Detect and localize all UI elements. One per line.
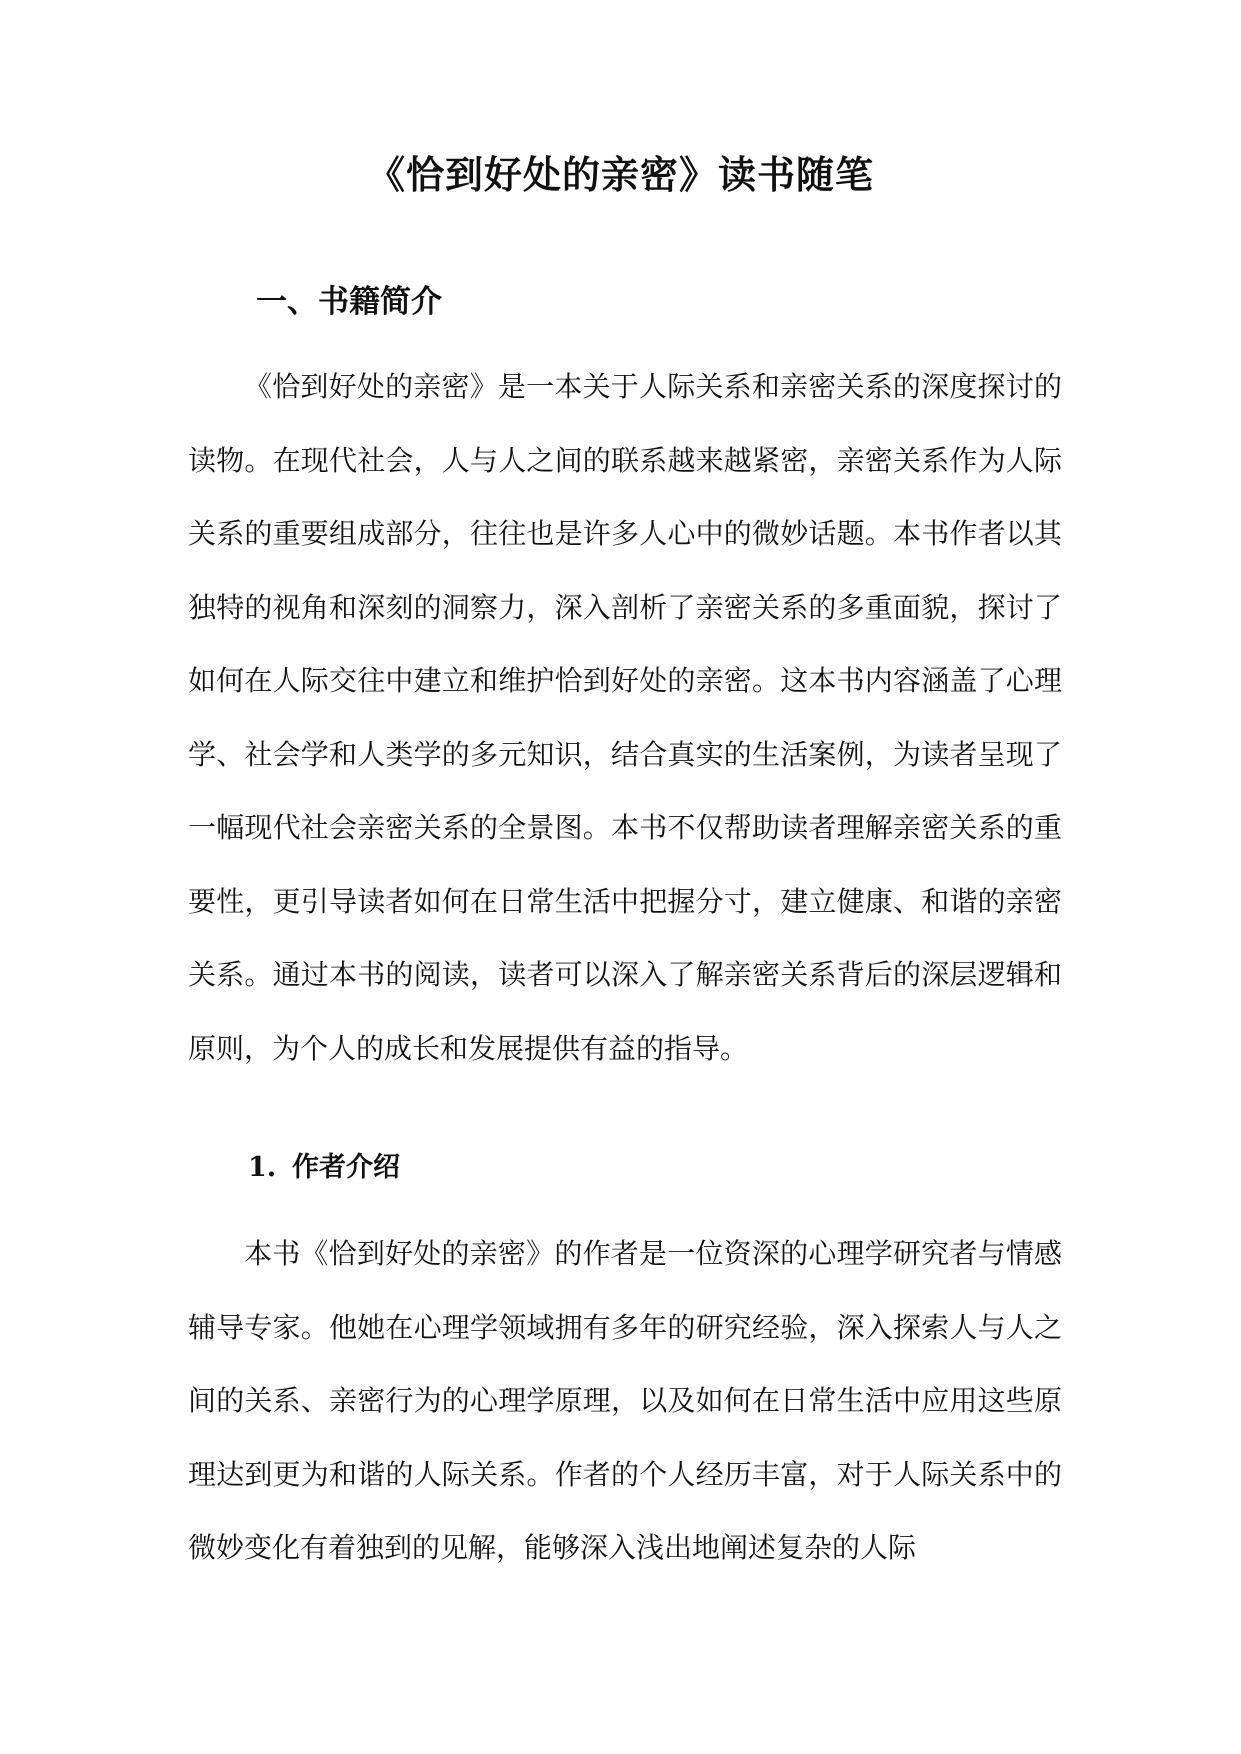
book-intro-paragraph: 《恰到好处的亲密》是一本关于人际关系和亲密关系的深度探讨的读物。在现代社会，人与人之间的联系越来越紧密，亲密关系作为人际关系的重要组成部分，往往也是许多人心中的微妙话题。本书作者以其独特的视角和深刻的洞察力，深入剖析了亲密关系的多重面貌，探讨了如何在人际交往中建立和维护恰到好处的亲密。这本书内容涵盖了心理学、社会学和人类学的多元知识，结合真实的生活案例，为读者呈现了一幅现代社会亲密关系的全景图。本书不仅帮助读者理解亲密关系的重要性，更引导读者如何在日常生活中把握分寸，建立健康、和谐的亲密关系。通过本书的阅读，读者可以深入了解亲密关系背后的深层逻辑和原则，为个人的成长和发展提供有益的指导。: [188, 370, 1062, 1065]
section-heading-book-intro: 一、书籍简介: [256, 284, 442, 320]
subsection-number: 1.: [248, 1152, 277, 1183]
author-intro-paragraph: 本书《恰到好处的亲密》的作者是一位资深的心理学研究者与情感辅导专家。他她在心理学领域拥有多年的研究经验，深入探索人与人之间的关系、亲密行为的心理学原理，以及如何在日常生活中应用这些原理达到更为和谐的人际关系。作者的个人经历丰富，对于人际关系中的微妙变化有着独到的见解，能够深入浅出地阐述复杂的人际: [188, 1237, 1062, 1564]
document-title: 《恰到好处的亲密》读书随笔: [366, 152, 874, 197]
subsection-heading-text: 作者介绍: [292, 1152, 400, 1183]
subsection-heading-author: [248, 1148, 400, 1188]
